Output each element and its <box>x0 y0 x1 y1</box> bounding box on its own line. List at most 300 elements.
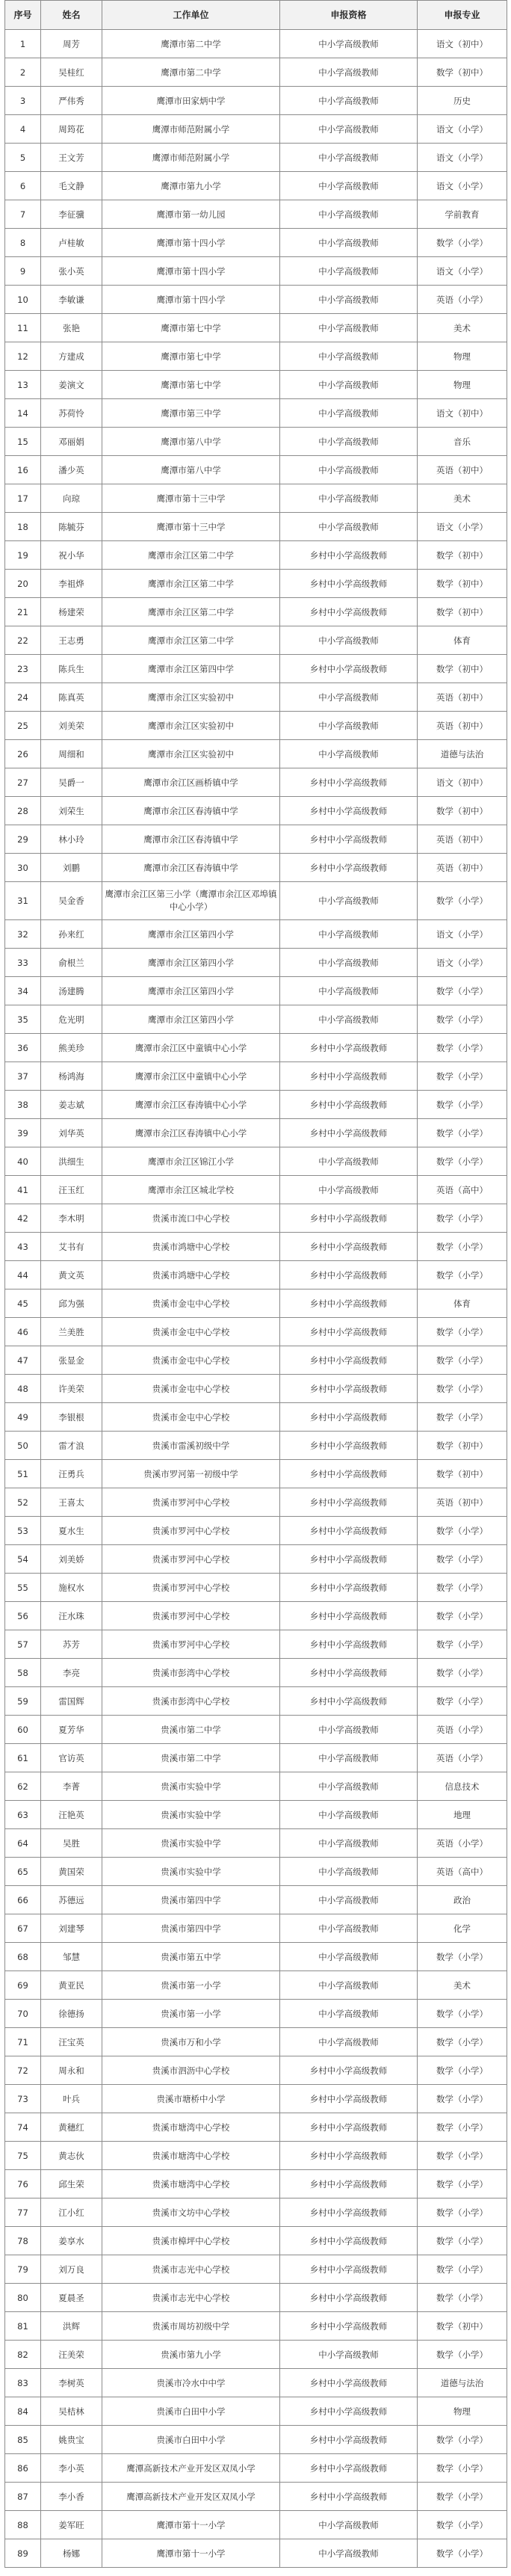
name-cell: 向琼 <box>41 484 102 513</box>
unit-cell: 鹰潭市第三中学 <box>102 399 280 428</box>
seq-cell: 33 <box>5 949 41 977</box>
seq-cell: 26 <box>5 740 41 768</box>
major-cell: 地理 <box>418 1801 507 1829</box>
major-cell: 音乐 <box>418 428 507 456</box>
table-row <box>5 1261 507 1289</box>
major-cell: 数学（小学） <box>418 2198 507 2227</box>
qualification-cell: 乡村中小学高级教师 <box>280 2056 418 2085</box>
qualification-cell: 乡村中小学高级教师 <box>280 1346 418 1375</box>
unit-cell: 贵溪市实验中学 <box>102 1829 280 1858</box>
seq-cell: 31 <box>5 882 41 920</box>
name-cell: 潘少英 <box>41 456 102 484</box>
major-cell: 数学（小学） <box>418 2511 507 2539</box>
header-row <box>5 1 507 30</box>
seq-cell: 56 <box>5 1602 41 1630</box>
major-cell: 数学（小学） <box>418 2539 507 2568</box>
major-cell: 语文（小学） <box>418 257 507 286</box>
header-name: 姓名 <box>41 1 102 30</box>
qualification-cell: 乡村中小学高级教师 <box>280 2142 418 2170</box>
table-row <box>5 2113 507 2142</box>
qualification-cell: 乡村中小学高级教师 <box>280 1403 418 1432</box>
table-row <box>5 1517 507 1545</box>
name-cell: 汤建腾 <box>41 977 102 1005</box>
qualification-cell: 中小学高级教师 <box>280 172 418 200</box>
table-row <box>5 1545 507 1574</box>
seq-cell: 89 <box>5 2539 41 2568</box>
table-row <box>5 2198 507 2227</box>
name-cell: 姚贵宝 <box>41 2426 102 2454</box>
seq-cell: 17 <box>5 484 41 513</box>
major-cell: 英语（小学） <box>418 1744 507 1772</box>
seq-cell: 48 <box>5 1375 41 1403</box>
unit-cell: 贵溪市第四中学 <box>102 1914 280 1943</box>
table-row <box>5 2170 507 2198</box>
name-cell: 黄国荣 <box>41 1858 102 1886</box>
qualification-cell: 中小学高级教师 <box>280 30 418 58</box>
name-cell: 刘美娇 <box>41 1545 102 1574</box>
name-cell: 汪勇兵 <box>41 1460 102 1488</box>
seq-cell: 22 <box>5 626 41 655</box>
seq-cell: 64 <box>5 1829 41 1858</box>
table-row <box>5 2454 507 2483</box>
major-cell: 数学（小学） <box>418 2142 507 2170</box>
unit-cell: 鹰潭市余江区第四小学 <box>102 977 280 1005</box>
seq-cell: 39 <box>5 1119 41 1147</box>
qualification-cell: 乡村中小学高级教师 <box>280 1545 418 1574</box>
qualification-cell: 乡村中小学高级教师 <box>280 1659 418 1687</box>
seq-cell: 19 <box>5 541 41 570</box>
seq-cell: 54 <box>5 1545 41 1574</box>
qualification-cell: 中小学高级教师 <box>280 1772 418 1801</box>
unit-cell: 贵溪市罗河第一初级中学 <box>102 1460 280 1488</box>
seq-cell: 23 <box>5 655 41 683</box>
table-row <box>5 825 507 854</box>
major-cell: 英语（高中） <box>418 1176 507 1204</box>
unit-cell: 鹰潭市余江区画桥镇中学 <box>102 768 280 797</box>
table-row <box>5 456 507 484</box>
candidate-list-sheet <box>4 0 507 2568</box>
header-seq: 序号 <box>5 1 41 30</box>
table-row <box>5 2511 507 2539</box>
table-row <box>5 2085 507 2113</box>
seq-cell: 50 <box>5 1432 41 1460</box>
table-row <box>5 87 507 115</box>
table-row <box>5 2056 507 2085</box>
major-cell: 数学（初中） <box>418 541 507 570</box>
major-cell: 数学（初中） <box>418 1432 507 1460</box>
seq-cell: 3 <box>5 87 41 115</box>
name-cell: 汪玉红 <box>41 1176 102 1204</box>
seq-cell: 6 <box>5 172 41 200</box>
qualification-cell: 乡村中小学高级教师 <box>280 2454 418 2483</box>
major-cell: 数学（小学） <box>418 1204 507 1233</box>
unit-cell: 贵溪市实验中学 <box>102 1858 280 1886</box>
unit-cell: 鹰潭市第十四小学 <box>102 286 280 314</box>
table-row <box>5 2483 507 2511</box>
table-row <box>5 1886 507 1914</box>
qualification-cell: 乡村中小学高级教师 <box>280 598 418 626</box>
name-cell: 俞根兰 <box>41 949 102 977</box>
seq-cell: 47 <box>5 1346 41 1375</box>
seq-cell: 77 <box>5 2198 41 2227</box>
qualification-cell: 中小学高级教师 <box>280 428 418 456</box>
qualification-cell: 乡村中小学高级教师 <box>280 2170 418 2198</box>
table-row <box>5 314 507 342</box>
qualification-cell: 乡村中小学高级教师 <box>280 797 418 825</box>
qualification-cell: 乡村中小学高级教师 <box>280 541 418 570</box>
name-cell: 陈真英 <box>41 683 102 712</box>
unit-cell: 鹰潭市余江区春涛镇中学 <box>102 825 280 854</box>
unit-cell: 贵溪市实验中学 <box>102 1772 280 1801</box>
name-cell: 徐德扬 <box>41 2000 102 2028</box>
name-cell: 王喜太 <box>41 1488 102 1517</box>
unit-cell: 贵溪市金屯中心学校 <box>102 1318 280 1346</box>
major-cell: 数学（小学） <box>418 1233 507 1261</box>
qualification-cell: 中小学高级教师 <box>280 513 418 541</box>
major-cell: 语文（小学） <box>418 144 507 172</box>
qualification-cell: 乡村中小学高级教师 <box>280 2426 418 2454</box>
table-row <box>5 1346 507 1375</box>
qualification-cell: 乡村中小学高级教师 <box>280 2255 418 2284</box>
table-row <box>5 1318 507 1346</box>
qualification-cell: 中小学高级教师 <box>280 144 418 172</box>
name-cell: 邱生荣 <box>41 2170 102 2198</box>
major-cell: 数学（小学） <box>418 2170 507 2198</box>
seq-cell: 20 <box>5 570 41 598</box>
table-row <box>5 1943 507 1971</box>
seq-cell: 69 <box>5 1971 41 2000</box>
name-cell: 周芳 <box>41 30 102 58</box>
major-cell: 数学（小学） <box>418 2255 507 2284</box>
major-cell: 数学（小学） <box>418 1346 507 1375</box>
qualification-cell: 中小学高级教师 <box>280 740 418 768</box>
seq-cell: 52 <box>5 1488 41 1517</box>
name-cell: 严伟秀 <box>41 87 102 115</box>
unit-cell: 鹰潭市余江区实验初中 <box>102 683 280 712</box>
name-cell: 李敏谦 <box>41 286 102 314</box>
major-cell: 语文（小学） <box>418 172 507 200</box>
table-row <box>5 1716 507 1744</box>
seq-cell: 55 <box>5 1574 41 1602</box>
table-row <box>5 1403 507 1432</box>
qualification-cell: 中小学高级教师 <box>280 1147 418 1176</box>
seq-cell: 5 <box>5 144 41 172</box>
table-body <box>5 30 507 2568</box>
qualification-cell: 乡村中小学高级教师 <box>280 2198 418 2227</box>
table-row <box>5 200 507 229</box>
qualification-cell: 乡村中小学高级教师 <box>280 1204 418 1233</box>
major-cell: 历史 <box>418 87 507 115</box>
name-cell: 刘华英 <box>41 1119 102 1147</box>
seq-cell: 71 <box>5 2028 41 2056</box>
major-cell: 英语（小学） <box>418 1716 507 1744</box>
unit-cell: 贵溪市塘湾中心学校 <box>102 2170 280 2198</box>
seq-cell: 37 <box>5 1062 41 1091</box>
major-cell: 数学（小学） <box>418 1545 507 1574</box>
major-cell: 美术 <box>418 1971 507 2000</box>
name-cell: 林小玲 <box>41 825 102 854</box>
seq-cell: 25 <box>5 712 41 740</box>
table-row <box>5 740 507 768</box>
seq-cell: 41 <box>5 1176 41 1204</box>
seq-cell: 32 <box>5 920 41 949</box>
seq-cell: 49 <box>5 1403 41 1432</box>
name-cell: 祝小华 <box>41 541 102 570</box>
unit-cell: 鹰潭市第七中学 <box>102 342 280 371</box>
name-cell: 邓丽娟 <box>41 428 102 456</box>
table-row <box>5 854 507 882</box>
name-cell: 邹慧 <box>41 1943 102 1971</box>
unit-cell: 鹰潭市第十一小学 <box>102 2539 280 2568</box>
table-row <box>5 1233 507 1261</box>
major-cell: 数学（小学） <box>418 2085 507 2113</box>
qualification-cell: 乡村中小学高级教师 <box>280 570 418 598</box>
table-row <box>5 1375 507 1403</box>
unit-cell: 贵溪市志光中心学校 <box>102 2284 280 2312</box>
table-row <box>5 428 507 456</box>
seq-cell: 79 <box>5 2255 41 2284</box>
unit-cell: 鹰潭市第八中学 <box>102 428 280 456</box>
unit-cell: 贵溪市塘湾中心学校 <box>102 2113 280 2142</box>
seq-cell: 42 <box>5 1204 41 1233</box>
qualification-cell: 乡村中小学高级教师 <box>280 2312 418 2341</box>
qualification-cell: 乡村中小学高级教师 <box>280 1687 418 1716</box>
name-cell: 刘万良 <box>41 2255 102 2284</box>
major-cell: 数学（小学） <box>418 1403 507 1432</box>
qualification-cell: 乡村中小学高级教师 <box>280 1488 418 1517</box>
name-cell: 黄亚民 <box>41 1971 102 2000</box>
seq-cell: 30 <box>5 854 41 882</box>
name-cell: 刘美荣 <box>41 712 102 740</box>
major-cell: 数学（小学） <box>418 1375 507 1403</box>
name-cell: 苏荷怜 <box>41 399 102 428</box>
qualification-cell: 乡村中小学高级教师 <box>280 768 418 797</box>
qualification-cell: 乡村中小学高级教师 <box>280 1318 418 1346</box>
qualification-cell: 中小学高级教师 <box>280 1971 418 2000</box>
table-row <box>5 1460 507 1488</box>
name-cell: 杨娜 <box>41 2539 102 2568</box>
major-cell: 数学（初中） <box>418 797 507 825</box>
name-cell: 毛文静 <box>41 172 102 200</box>
table-row <box>5 2539 507 2568</box>
major-cell: 数学（小学） <box>418 2341 507 2369</box>
qualification-cell: 中小学高级教师 <box>280 371 418 399</box>
name-cell: 黄文英 <box>41 1261 102 1289</box>
table-row <box>5 58 507 87</box>
qualification-cell: 中小学高级教师 <box>280 286 418 314</box>
table-row <box>5 1204 507 1233</box>
table-row <box>5 172 507 200</box>
name-cell: 汪艳英 <box>41 1801 102 1829</box>
qualification-cell: 中小学高级教师 <box>280 200 418 229</box>
major-cell: 数学（初中） <box>418 570 507 598</box>
qualification-cell: 中小学高级教师 <box>280 1914 418 1943</box>
major-cell: 英语（小学） <box>418 286 507 314</box>
seq-cell: 13 <box>5 371 41 399</box>
unit-cell: 贵溪市实验中学 <box>102 1801 280 1829</box>
major-cell: 语文（初中） <box>418 30 507 58</box>
unit-cell: 鹰潭市第十一小学 <box>102 2511 280 2539</box>
seq-cell: 27 <box>5 768 41 797</box>
table-row <box>5 115 507 144</box>
unit-cell: 贵溪市金屯中心学校 <box>102 1289 280 1318</box>
seq-cell: 75 <box>5 2142 41 2170</box>
table-row <box>5 1602 507 1630</box>
unit-cell: 贵溪市雷溪初级中学 <box>102 1432 280 1460</box>
qualification-cell: 乡村中小学高级教师 <box>280 2369 418 2397</box>
seq-cell: 8 <box>5 229 41 257</box>
unit-cell: 贵溪市第二中学 <box>102 1716 280 1744</box>
seq-cell: 87 <box>5 2483 41 2511</box>
major-cell: 美术 <box>418 314 507 342</box>
seq-cell: 28 <box>5 797 41 825</box>
unit-cell: 贵溪市樟坪中心学校 <box>102 2227 280 2255</box>
unit-cell: 贵溪市第九小学 <box>102 2341 280 2369</box>
name-cell: 李菁 <box>41 1772 102 1801</box>
table-row <box>5 1432 507 1460</box>
name-cell: 杨鸿海 <box>41 1062 102 1091</box>
major-cell: 英语（初中） <box>418 456 507 484</box>
qualification-cell: 乡村中小学高级教师 <box>280 825 418 854</box>
table-row <box>5 1801 507 1829</box>
name-cell: 邱为强 <box>41 1289 102 1318</box>
major-cell: 数学（小学） <box>418 1091 507 1119</box>
unit-cell: 贵溪市鸿塘中心学校 <box>102 1261 280 1289</box>
qualification-cell: 中小学高级教师 <box>280 58 418 87</box>
major-cell: 数学（小学） <box>418 1062 507 1091</box>
name-cell: 孙来红 <box>41 920 102 949</box>
unit-cell: 鹰潭市余江区第二中学 <box>102 626 280 655</box>
unit-cell: 鹰潭市余江区春涛镇中学 <box>102 797 280 825</box>
name-cell: 夏晨圣 <box>41 2284 102 2312</box>
unit-cell: 贵溪市第一小学 <box>102 1971 280 2000</box>
qualification-cell: 乡村中小学高级教师 <box>280 1460 418 1488</box>
major-cell: 数学（小学） <box>418 1261 507 1289</box>
name-cell: 刘鹏 <box>41 854 102 882</box>
seq-cell: 66 <box>5 1886 41 1914</box>
unit-cell: 贵溪市志光中心学校 <box>102 2255 280 2284</box>
name-cell: 周筠花 <box>41 115 102 144</box>
name-cell: 张显金 <box>41 1346 102 1375</box>
table-row <box>5 1488 507 1517</box>
qualification-cell: 中小学高级教师 <box>280 456 418 484</box>
table-row <box>5 1914 507 1943</box>
seq-cell: 76 <box>5 2170 41 2198</box>
name-cell: 姜享水 <box>41 2227 102 2255</box>
unit-cell: 鹰潭市第七中学 <box>102 314 280 342</box>
unit-cell: 贵溪市第五中学 <box>102 1943 280 1971</box>
unit-cell: 贵溪市塘桥中小学 <box>102 2085 280 2113</box>
unit-cell: 鹰潭市余江区实验初中 <box>102 712 280 740</box>
unit-cell: 贵溪市罗河中心学校 <box>102 1602 280 1630</box>
seq-cell: 82 <box>5 2341 41 2369</box>
major-cell: 英语（小学） <box>418 1829 507 1858</box>
seq-cell: 46 <box>5 1318 41 1346</box>
major-cell: 语文（小学） <box>418 949 507 977</box>
table-row <box>5 342 507 371</box>
seq-cell: 68 <box>5 1943 41 1971</box>
qualification-cell: 乡村中小学高级教师 <box>280 2227 418 2255</box>
qualification-cell: 中小学高级教师 <box>280 314 418 342</box>
name-cell: 施权水 <box>41 1574 102 1602</box>
seq-cell: 12 <box>5 342 41 371</box>
name-cell: 苏芳 <box>41 1630 102 1659</box>
name-cell: 吴桔林 <box>41 2397 102 2426</box>
qualification-cell: 乡村中小学高级教师 <box>280 1233 418 1261</box>
table-row <box>5 1659 507 1687</box>
unit-cell: 贵溪市第一小学 <box>102 2000 280 2028</box>
seq-cell: 57 <box>5 1630 41 1659</box>
unit-cell: 鹰潭市余江区中童镇中心小学 <box>102 1062 280 1091</box>
seq-cell: 16 <box>5 456 41 484</box>
table-row <box>5 2369 507 2397</box>
major-cell: 数学（小学） <box>418 2227 507 2255</box>
table-row <box>5 1630 507 1659</box>
seq-cell: 70 <box>5 2000 41 2028</box>
qualification-cell: 乡村中小学高级教师 <box>280 1602 418 1630</box>
table-row <box>5 683 507 712</box>
qualification-cell: 中小学高级教师 <box>280 342 418 371</box>
major-cell: 数学（小学） <box>418 2426 507 2454</box>
qualification-cell: 乡村中小学高级教师 <box>280 1630 418 1659</box>
name-cell: 王志勇 <box>41 626 102 655</box>
seq-cell: 34 <box>5 977 41 1005</box>
name-cell: 李银根 <box>41 1403 102 1432</box>
header-qualification: 申报资格 <box>280 1 418 30</box>
major-cell: 英语（初中） <box>418 683 507 712</box>
unit-cell: 鹰潭市余江区第四中学 <box>102 655 280 683</box>
seq-cell: 61 <box>5 1744 41 1772</box>
table-row <box>5 2312 507 2341</box>
table-row <box>5 2227 507 2255</box>
name-cell: 陈毓芬 <box>41 513 102 541</box>
table-row <box>5 1005 507 1034</box>
qualification-cell: 中小学高级教师 <box>280 87 418 115</box>
major-cell: 数学（初中） <box>418 655 507 683</box>
major-cell: 语文（初中） <box>418 399 507 428</box>
table-row <box>5 1289 507 1318</box>
seq-cell: 2 <box>5 58 41 87</box>
seq-cell: 29 <box>5 825 41 854</box>
table-row <box>5 1119 507 1147</box>
unit-cell: 鹰潭市余江区第四小学 <box>102 920 280 949</box>
unit-cell: 贵溪市文坊中心学校 <box>102 2198 280 2227</box>
seq-cell: 73 <box>5 2085 41 2113</box>
table-row <box>5 2426 507 2454</box>
major-cell: 数学（小学） <box>418 1943 507 1971</box>
seq-cell: 45 <box>5 1289 41 1318</box>
unit-cell: 鹰潭市第九小学 <box>102 172 280 200</box>
seq-cell: 38 <box>5 1091 41 1119</box>
unit-cell: 鹰潭市余江区锦江小学 <box>102 1147 280 1176</box>
unit-cell: 贵溪市流口中心学校 <box>102 1204 280 1233</box>
name-cell: 刘荣生 <box>41 797 102 825</box>
unit-cell: 鹰潭市余江区第二中学 <box>102 570 280 598</box>
qualification-cell: 中小学高级教师 <box>280 115 418 144</box>
unit-cell: 鹰潭市余江区实验初中 <box>102 740 280 768</box>
qualification-cell: 乡村中小学高级教师 <box>280 1119 418 1147</box>
unit-cell: 贵溪市罗河中心学校 <box>102 1574 280 1602</box>
name-cell: 夏芳华 <box>41 1716 102 1744</box>
seq-cell: 24 <box>5 683 41 712</box>
qualification-cell: 乡村中小学高级教师 <box>280 2284 418 2312</box>
major-cell: 道德与法治 <box>418 740 507 768</box>
table-row <box>5 484 507 513</box>
qualification-cell: 中小学高级教师 <box>280 399 418 428</box>
name-cell: 雷国辉 <box>41 1687 102 1716</box>
unit-cell: 鹰潭市第二中学 <box>102 58 280 87</box>
unit-cell: 鹰潭市余江区中童镇中心小学 <box>102 1034 280 1062</box>
